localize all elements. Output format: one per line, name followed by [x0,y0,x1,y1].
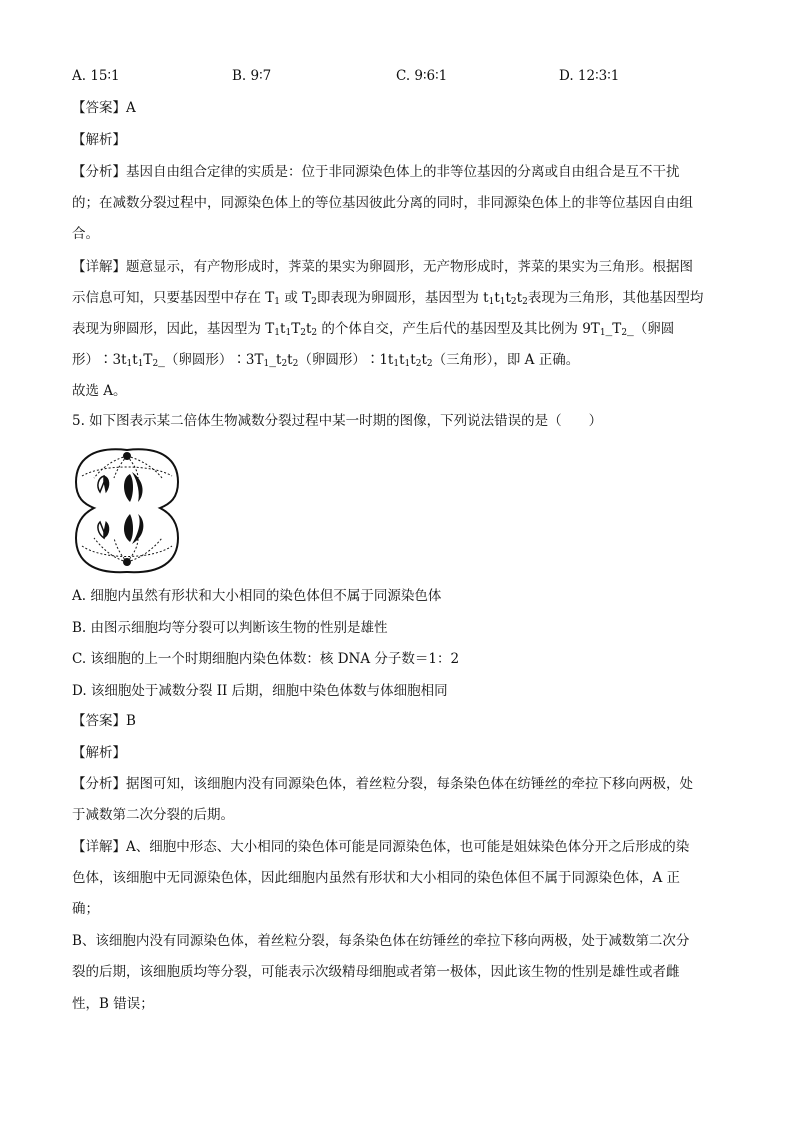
centrosome-top [123,452,131,460]
q4-fenxi-line-3: 合。 [72,226,99,242]
q4-analysis-title: 【解析】 [72,132,126,148]
chromosome-large-top [124,474,133,502]
q4-fenxi-line-2: 的；在减数分裂过程中，同源染色体上的等位基因彼此分离的同时，非同源染色体上的非等位基因自由组 [72,195,693,211]
q4-answer: 【答案】A [72,100,136,116]
chromosome-large-bottom [124,514,133,542]
q5-xiangjie-line-2: 色体，该细胞中无同源染色体，因此细胞内虽然有形状和大小相同的染色体但不属于同源染色体，A 正 [72,870,681,886]
q4-option-a: A. 15∶1 [72,68,120,84]
q5-question: 5. 如下图表示某二倍体生物减数分裂过程中某一时期的图像，下列说法错误的是（ ） [72,413,603,429]
q4-xiangjie-line-3: 表现为卵圆形，因此，基因型为 $T_1t_1T_2t_2$ 的个体自交，产生后代的基因型及其比例为 $9T_1\_T_2\_$（卵圆 [72,321,675,338]
q4-xiangjie-line-2: 示信息可知，只要基因型中存在 $T_1$ 或 $T_2$即表现为卵圆形，基因型为 $t_1t_1t_2t_2$表现为三角形，其他基因型均 [72,290,704,307]
q5-fenxi-line-2: 于减数第二次分裂的后期。 [72,807,234,823]
q4-fenxi-line-1: 【分析】基因自由组合定律的实质是：位于非同源染色体上的非等位基因的分离或自由组合是互不干扰 [72,164,680,180]
q4-option-c: C. 9∶6∶1 [396,68,448,84]
q4-option-b: B. 9∶7 [232,68,272,84]
q5-option-d: D. 该细胞处于减数分裂 II 后期，细胞中染色体数与体细胞相同 [72,683,448,699]
chromosome-small-bottom [98,522,104,538]
q4-option-d: D. 12∶3∶1 [559,68,620,84]
q5-xiangjie-line-3: 确； [72,901,99,917]
cell-division-figure [72,442,182,578]
q4-xiangjie-line-1: 【详解】题意显示，有产物形成时，荠菜的果实为卵圆形，无产物形成时，荠菜的果实为三角形。根据图 [72,259,693,275]
q5-xiangjie-line-6: 性，B 错误； [72,996,154,1012]
centrosome-bottom [123,558,131,566]
q5-xiangjie-line-1: 【详解】A、细胞中形态、大小相同的染色体可能是同源染色体，也可能是姐妹染色体分开之后形成的染 [72,839,690,855]
q5-option-c: C. 该细胞的上一个时期细胞内染色体数：核 DNA 分子数＝1：2 [72,651,460,667]
q5-analysis-title: 【解析】 [72,745,126,761]
cell-membrane [76,449,178,572]
q5-answer: 【答案】B [72,713,136,729]
q4-conclusion: 故选 A。 [72,383,127,399]
chromosome-small-top [98,476,104,492]
q5-option-b: B. 由图示细胞均等分裂可以判断该生物的性别是雄性 [72,620,388,636]
q5-xiangjie-line-4: B、该细胞内没有同源染色体，着丝粒分裂，每条染色体在纺锤丝的牵拉下移向两极，处于减数第二次分 [72,933,690,949]
q5-fenxi-line-1: 【分析】据图可知，该细胞内没有同源染色体，着丝粒分裂，每条染色体在纺锤丝的牵拉下移向两极，处 [72,776,693,792]
q4-xiangjie-line-4: 形）$∶3t_1t_1T_2\_$（卵圆形）$∶3T_1\_t_2t_2$（卵圆形）$∶1t_1t_1t_2t_2$（三角形），即 A 正确。 [72,352,580,369]
q5-option-a: A. 细胞内虽然有形状和大小相同的染色体但不属于同源染色体 [72,588,442,604]
q5-xiangjie-line-5: 裂的后期，该细胞质均等分裂，可能表示次级精母细胞或者第一极体，因此该生物的性别是雄性或者雌 [72,964,680,980]
